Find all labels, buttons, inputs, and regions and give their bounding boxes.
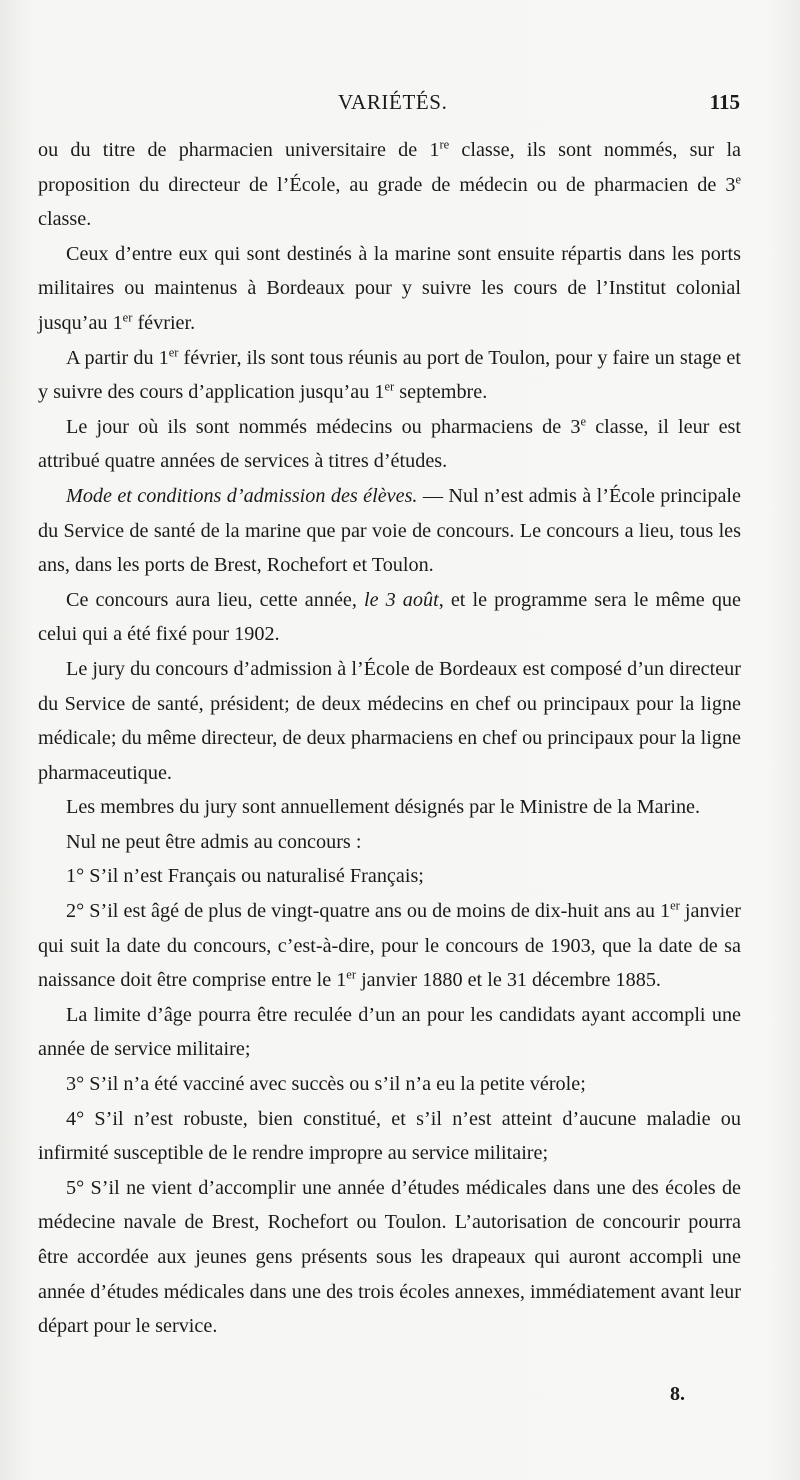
paragraph: Ce concours aura lieu, cette année, le 3 août, et le programme sera le même que celui qui a été fixé pour 1902. <box>38 588 741 646</box>
body-text <box>38 133 741 1344</box>
running-title: VARIÉTÉS. <box>338 90 448 114</box>
section-paragraph: Mode et conditions d’admission des élèves. — Nul n’est admis à l’École principale du Service de santé de la marine que par voie de concours. Le concours a lieu, tous les ans, dans les ports de Brest, Rochefort et Toulon. <box>38 484 741 577</box>
paragraph: ou du titre de pharmacien universitaire de 1re classe, ils sont nommés, sur la proposition du directeur de l’École, au grade de médecin ou de pharmacien de 3e classe. <box>38 137 742 231</box>
list-item: 4° S’il n’est robuste, bien constitué, et s’il n’est atteint d’aucune maladie ou infirmité susceptible de le rendre impropre au service militaire; <box>38 1107 741 1165</box>
page-number: 115 <box>709 90 740 114</box>
paragraph: Le jour où ils sont nommés médecins ou pharmaciens de 3e classe, il leur est attribué quatre années de services à titres d’études. <box>38 414 742 473</box>
list-item: 1° S’il n’est Français ou naturalisé Français; <box>66 865 424 888</box>
paragraph: Le jury du concours d’admission à l’École de Bordeaux est composé d’un directeur du Service de santé, président; de deux médecins en chef ou principaux pour la ligne médicale; du même directeur, de deux pharmaciens en chef ou principaux pour la ligne pharmaceutique. <box>38 657 741 784</box>
paragraph: Nul ne peut être admis au concours : <box>66 830 362 853</box>
page-header <box>38 90 740 120</box>
paragraph: Ceux d’entre eux qui sont destinés à la marine sont ensuite répartis dans les ports militaires ou maintenus à Bordeaux pour y suivre les cours de l’Institut colonial jusqu’au 1er février. <box>38 242 741 334</box>
section-heading: Mode et conditions d’admission des élèves. <box>66 484 418 507</box>
signature-mark: 8. <box>670 1383 685 1405</box>
list-item: 5° S’il ne vient d’accomplir une année d’études médicales dans une des écoles de médecine navale de Brest, Rochefort ou Toulon. L’autorisation de concourir pourra être accordée aux jeunes gens présents sous les drapeaux qui auront accompli une année d’études médicales dans une des trois écoles annexes, immédiatement avant leur départ pour le service. <box>38 1176 741 1338</box>
list-item: 2° S’il est âgé de plus de vingt-quatre ans ou de moins de dix-huit ans au 1er janvier qui suit la date du concours, c’est-à-dire, pour le concours de 1903, que la date de sa naissance doit être comprise entre le 1er janvier 1880 et le 31 décembre 1885. <box>38 898 741 992</box>
paragraph: A partir du 1er février, ils sont tous réunis au port de Toulon, pour y faire un stage et y suivre des cours d’application jusqu’au 1er septembre. <box>38 344 741 404</box>
paragraph: Les membres du jury sont annuellement désignés par le Ministre de la Marine. <box>66 796 701 819</box>
list-item: 3° S’il n’a été vacciné avec succès ou s’il n’a eu la petite vérole; <box>66 1073 586 1096</box>
paragraph: La limite d’âge pourra être reculée d’un an pour les candidats ayant accompli une année de service militaire; <box>38 1003 741 1061</box>
